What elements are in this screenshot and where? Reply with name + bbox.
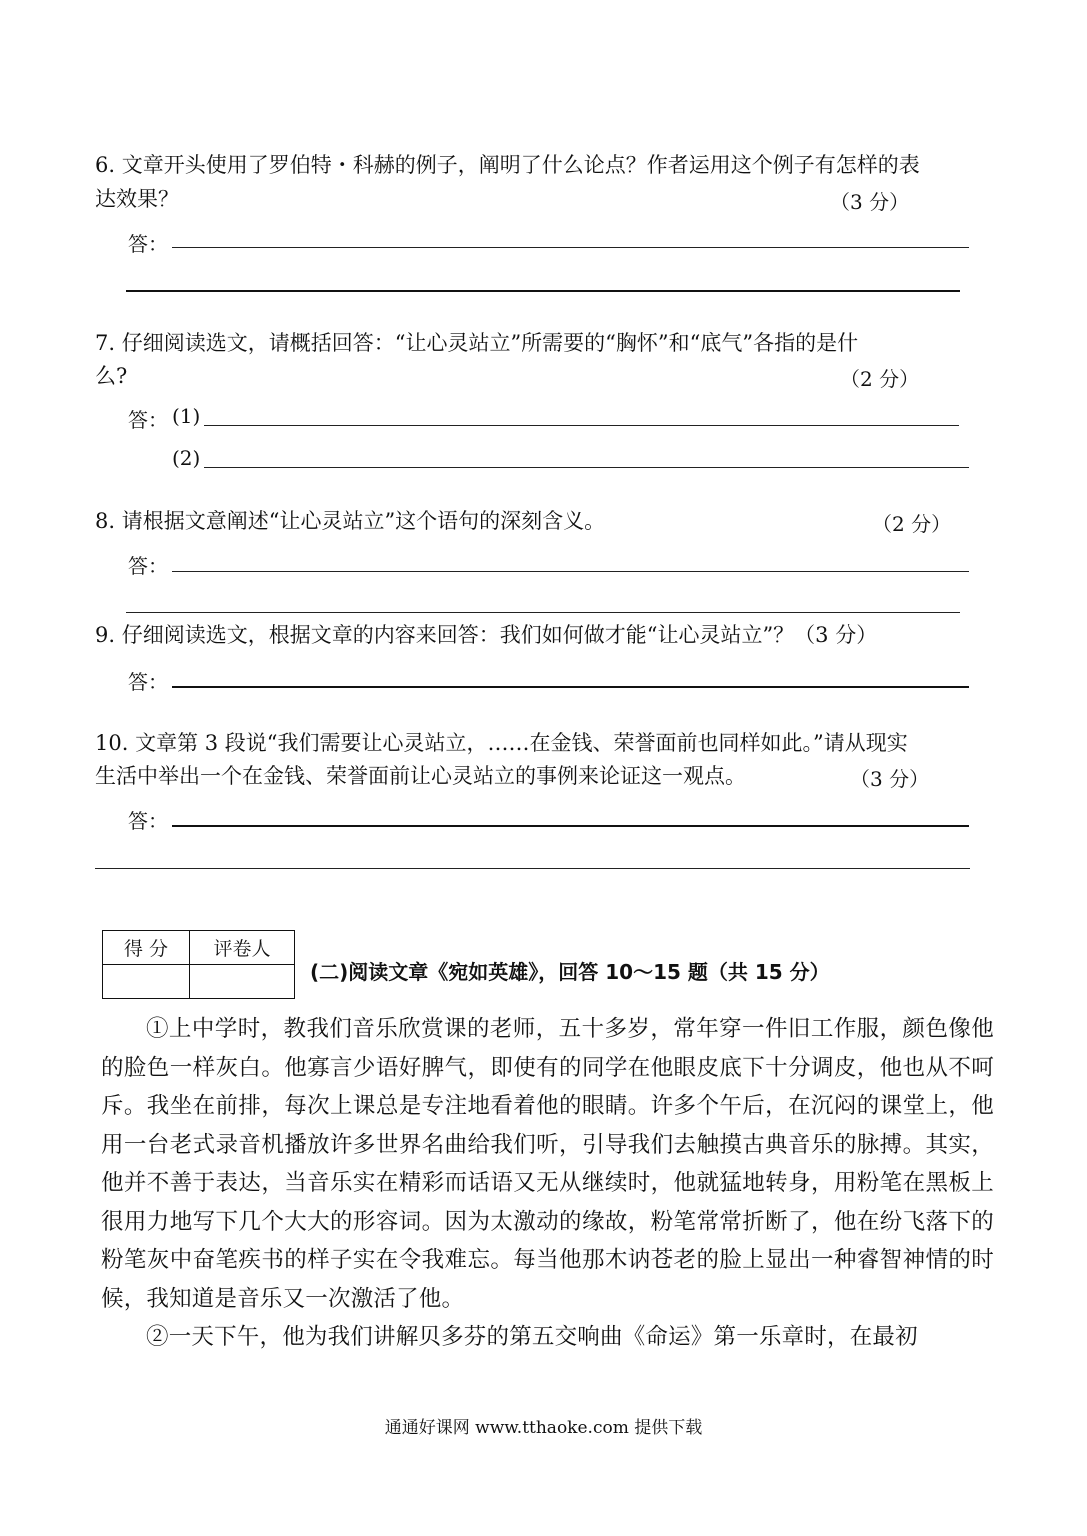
q10-answer-line-1[interactable] (172, 825, 969, 827)
q7-points: （2 分） (840, 367, 920, 391)
q7-text-line2: 么? (95, 364, 128, 388)
q10-points: （3 分） (850, 767, 930, 791)
page-footer: 通通好课网 www.tthaoke.com 提供下载 (384, 1418, 703, 1438)
score-header: 得 分 (103, 931, 190, 965)
grader-cell[interactable] (190, 965, 295, 999)
q6-text-line2: 达效果？ (95, 187, 179, 211)
q7-answer-line-2[interactable] (204, 467, 969, 468)
q6-text-line1: 6. 文章开头使用了罗伯特・科赫的例子，阐明了什么论点？作者运用这个例子有怎样的表 (95, 153, 920, 177)
q8-points: （2 分） (872, 512, 952, 536)
q6-answer-line-1[interactable] (172, 247, 969, 248)
q10-answer-line-2[interactable] (95, 868, 970, 869)
score-table (102, 930, 295, 999)
q9-answer-label: 答： (128, 670, 168, 694)
q7-text-line1: 7. 仔细阅读选文，请概括回答：“让心灵站立”所需要的“胸怀”和“底气”各指的是什 (95, 331, 859, 355)
q8-answer-label: 答： (128, 554, 168, 578)
q7-answer-label: 答： (128, 408, 168, 432)
q8-text: 8. 请根据文意阐述“让心灵站立”这个语句的深刻含义。 (95, 509, 606, 533)
q7-item1-label: (1) (172, 404, 201, 428)
q7-answer-line-1[interactable] (204, 425, 959, 426)
q10-text-line2: 生活中举出一个在金钱、荣誉面前让心灵站立的事例来论证这一观点。 (95, 764, 746, 788)
passage-paragraph-1: ①上中学时，教我们音乐欣赏课的老师，五十多岁，常年穿一件旧工作服，颜色像他的脸色一样灰白。他寡言少语好脾气，即使有的同学在他眼皮底下十分调皮，他也从不呵斥。我坐在前排，每次上课总是专注地看着他的眼睛。许多个午后，在沉闷的课堂上，他用一台老式录音机播放许多世界名曲给我们听，引导我们去触摸古典音乐的脉搏。其实，他并不善于表达，当音乐实在精彩而话语又无从继续时，他就猛地转身，用粉笔在黑板上很用力地写下几个大大的形容词。因为太激动的缘故，粉笔常常折断了，他在纷飞落下的粉笔灰中奋笔疾书的样子实在令我难忘。每当他那木讷苍老的脸上显出一种睿智神情的时候，我知道是音乐又一次激活了他。 (101, 1016, 994, 1312)
q6-points: （3 分） (830, 190, 910, 214)
section2-title: (二)阅读文章《宛如英雄》，回答 10～15 题（共 15 分） (310, 960, 830, 984)
score-cell[interactable] (103, 965, 190, 999)
q10-text-line1: 10. 文章第 3 段说“我们需要让心灵站立，……在金钱、荣誉面前也同样如此。”请从现实 (95, 731, 908, 755)
q8-answer-line-2[interactable] (126, 612, 960, 613)
q7-item2-label: (2) (172, 446, 201, 470)
q8-answer-line-1[interactable] (172, 571, 969, 572)
q9-text: 9. 仔细阅读选文，根据文章的内容来回答：我们如何做才能“让心灵站立”？（3 分） (95, 623, 878, 647)
grader-header: 评卷人 (190, 931, 295, 965)
q10-answer-label: 答： (128, 809, 168, 833)
passage-paragraph-2: ②一天下午，他为我们讲解贝多芬的第五交响曲《命运》第一乐章时，在最初 (146, 1324, 918, 1350)
q6-answer-label: 答： (128, 232, 168, 256)
q9-answer-line[interactable] (172, 686, 969, 688)
q6-answer-line-2[interactable] (126, 290, 960, 292)
